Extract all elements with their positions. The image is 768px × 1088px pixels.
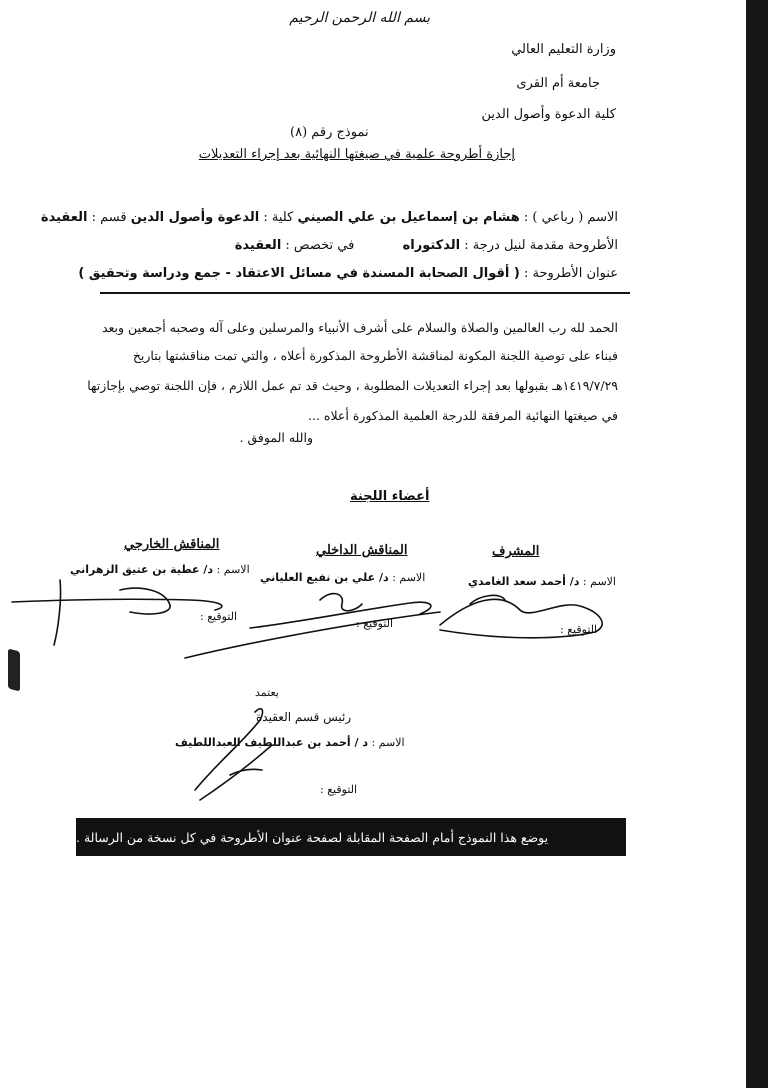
dept-head-signature — [195, 709, 262, 790]
dept-head-name-row: الاسم : د / أحمد بن عبداللطيف العبداللطيف — [175, 736, 405, 749]
internal-examiner-signature — [250, 602, 431, 628]
name-label: الاسم ( رباعي ) : — [523, 210, 618, 225]
dept-head-sign-label: التوقيع : — [320, 783, 358, 796]
internal-examiner-name-row: الاسم : د/ علي بن نفيع العلياني — [260, 571, 426, 584]
internal-examiner-name: د/ علي بن نفيع العلياني — [260, 571, 389, 584]
external-examiner-name-row: الاسم : د/ عطية بن عتيق الزهراني — [70, 563, 250, 576]
form-title: إجازة أطروحة علمية في صيغتها النهائية بعد إجراء التعديلات — [198, 147, 515, 162]
college-label: كلية : — [263, 210, 294, 225]
dept-value: العقيدة — [40, 210, 88, 225]
degree-value: الدكتوراه — [402, 238, 461, 253]
external-examiner-name: د/ عطية بن عتيق الزهراني — [70, 563, 214, 576]
dept-head-name: د / أحمد بن عبداللطيف العبداللطيف — [175, 736, 368, 749]
approval-label: يعتمد — [255, 686, 279, 699]
university-name: جامعة أم القرى — [516, 76, 600, 91]
internal-examiner-role: المناقش الداخلي — [316, 543, 408, 558]
external-examiner-role: المناقش الخارجي — [124, 537, 220, 552]
thesis-title-label: عنوان الأطروحة : — [523, 266, 618, 281]
body-line-1: الحمد لله رب العالمين والصلاة والسلام على أشرف الأنبياء والمرسلين وعلى آله وصحبه أجمعين وبعد — [101, 320, 618, 335]
body-line-4: في صيغتها النهائية المرفقة للدرجة العلمية المذكورة أعلاه ... — [308, 408, 618, 423]
supervisor-name: د/ أحمد سعد الغامدي — [467, 575, 580, 588]
degree-label: الأطروحة مقدمة لنيل درجة : — [464, 238, 618, 253]
bismillah: بسم الله الرحمن الرحيم — [289, 10, 430, 26]
college-value: الدعوة وأصول الدين — [130, 210, 260, 225]
closing-line: والله الموفق . — [239, 430, 313, 445]
body-line-2: فبناء على توصية اللجنة المكونة لمناقشة الأطروحة المذكورة أعلاه ، والتي تمت مناقشتها بتاريخ — [132, 348, 618, 363]
supervisor-signature — [440, 599, 602, 637]
external-examiner-signature — [12, 599, 222, 610]
external-sign-label: التوقيع : — [200, 610, 238, 623]
body-line-3: ١٤١٩/٧/٢٩هـ بقبولها بعد إجراء التعديلات المطلوبة ، وحيث قد تم عمل اللازم ، فإن اللجنة توصي بإجازتها — [87, 378, 618, 393]
supervisor-name-row: الاسم : د/ أحمد سعد الغامدي — [467, 575, 616, 588]
spec-value: العقيدة — [234, 238, 282, 253]
college-name: كلية الدعوة وأصول الدين — [481, 107, 616, 122]
ministry-name: وزارة التعليم العالي — [511, 42, 616, 57]
form-number: نموذج رقم (٨) — [290, 125, 369, 140]
supervisor-sign-label: التوقيع : — [560, 623, 598, 636]
footer-note-banner: يوضع هذا النموذج أمام الصفحة المقابلة لصفحة عنوان الأطروحة في كل نسخة من الرسالة . — [76, 818, 626, 856]
spec-label: في تخصص : — [285, 238, 355, 253]
committee-heading: أعضاء اللجنة — [350, 489, 430, 504]
dept-head-title: رئيس قسم العقيدة — [256, 710, 352, 724]
supervisor-role: المشرف — [492, 544, 540, 559]
dept-label: قسم : — [91, 210, 127, 225]
name-value: هشام بن إسماعيل بن علي الصيني — [297, 210, 520, 225]
thesis-title-value: ( أقوال الصحابة المسندة في مسائل الاعتقاد - جمع ودراسة وتحقيق ) — [78, 266, 520, 281]
internal-sign-label: التوقيع : — [356, 617, 394, 630]
